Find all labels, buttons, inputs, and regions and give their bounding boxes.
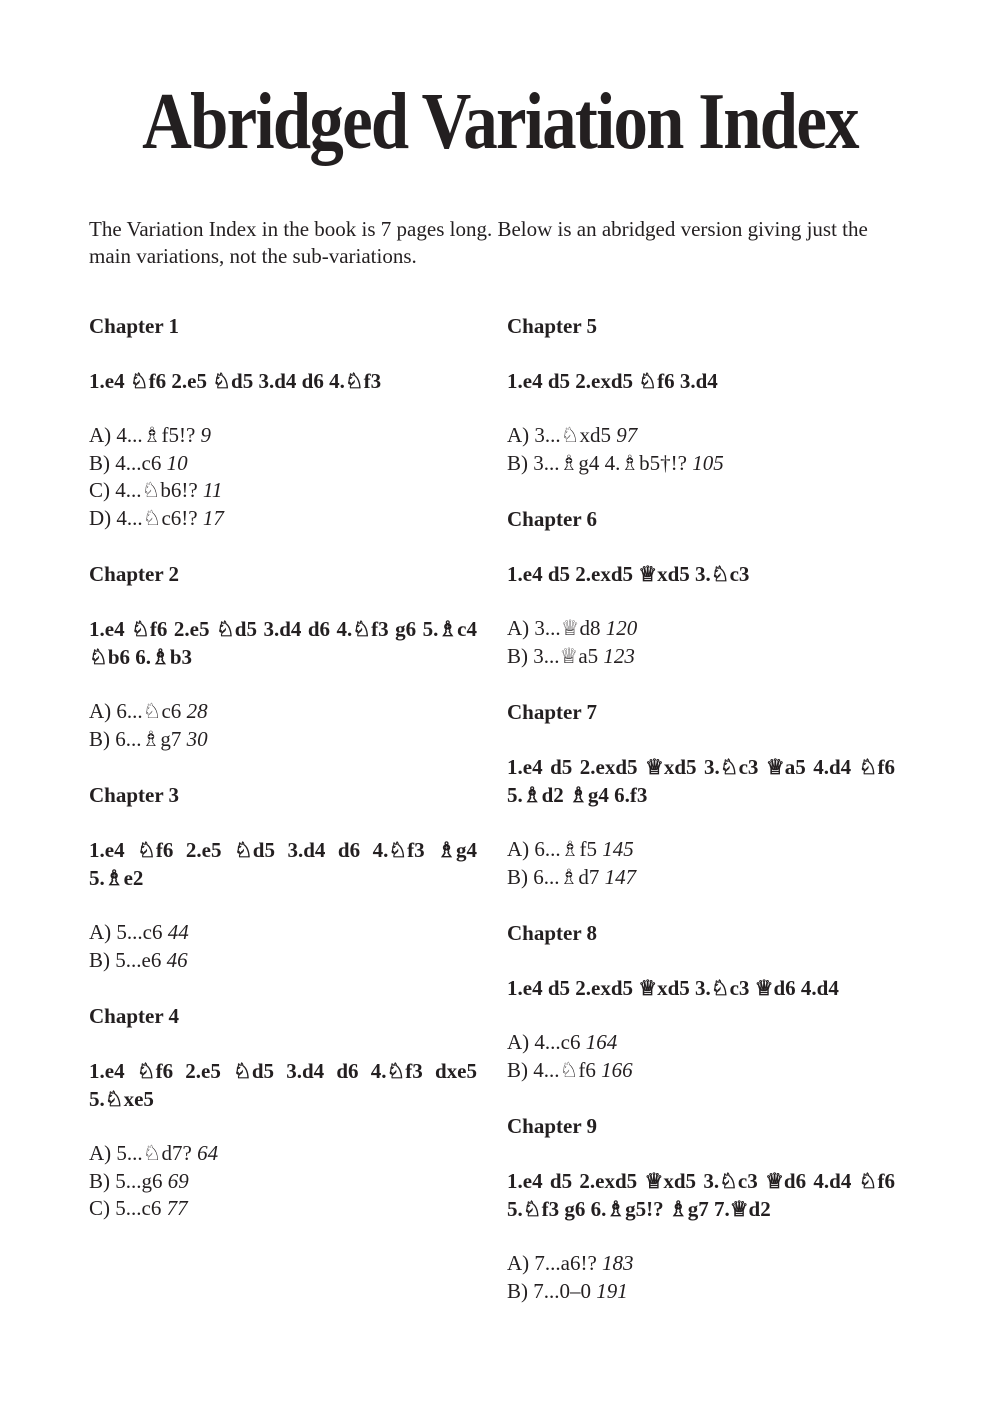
- variation-item: [89, 477, 477, 505]
- variation-move: A) 5...♘d7?: [89, 1141, 192, 1165]
- intro-paragraph: The Variation Index in the book is 7 pages long. Below is an abridged version giving just the main variations, not the sub-variations.: [89, 217, 868, 268]
- right-column: [507, 312, 895, 1333]
- chapter-heading: Chapter 2: [89, 562, 180, 586]
- variation-move: A) 5...c6: [89, 920, 163, 944]
- variation-item: [507, 1029, 895, 1057]
- variation-item: [507, 836, 895, 864]
- variation-item: [89, 422, 477, 450]
- variation-page: 28: [186, 699, 208, 723]
- variation-move: C) 4...♘b6!?: [89, 478, 198, 502]
- variation-page: 166: [601, 1057, 633, 1082]
- chapter-4: [89, 1002, 477, 1223]
- variation-page: 147: [604, 864, 637, 889]
- variation-move: A) 3...♘xd5: [507, 423, 611, 447]
- page-title: Abridged Variation Index: [142, 78, 858, 166]
- variation-page: 183: [602, 1251, 634, 1275]
- variation-list: [89, 698, 477, 753]
- variation-item: [507, 643, 895, 671]
- variation-page: 77: [166, 1196, 188, 1220]
- variation-page: 97: [616, 423, 638, 447]
- variation-item: [89, 947, 477, 975]
- variation-page: 120: [605, 616, 638, 640]
- variation-page: 46: [166, 947, 188, 972]
- chapter-main-line: 1.e4 d5 2.exd5 ♕xd5 3.♘c3 ♕a5 4.d4 ♘f6 5.♗d2 ♗g4 6.f3: [507, 755, 895, 807]
- chapter-6: [507, 505, 895, 670]
- variation-move: A) 4...c6: [507, 1030, 581, 1054]
- variation-move: B) 7...0–0: [507, 1278, 591, 1303]
- variation-page: 10: [166, 450, 188, 475]
- chapter-9: [507, 1112, 895, 1305]
- chapter-heading: Chapter 4: [89, 1004, 180, 1028]
- chapter-heading: Chapter 5: [507, 314, 598, 338]
- left-column: [89, 312, 477, 1251]
- variation-page: 30: [186, 726, 208, 751]
- variation-list: [507, 836, 895, 891]
- variation-item: [89, 1168, 477, 1196]
- chapter-5: [507, 312, 895, 477]
- variation-move: A) 7...a6!?: [507, 1251, 597, 1275]
- chapter-main-line: 1.e4 d5 2.exd5 ♘f6 3.d4: [507, 369, 718, 393]
- chapter-main-line: 1.e4 ♘f6 2.e5 ♘d5 3.d4 d6 4.♘f3: [89, 369, 382, 393]
- variation-move: B) 4...♘f6: [507, 1057, 596, 1082]
- chapter-heading: Chapter 7: [507, 700, 598, 724]
- chapter-1: [89, 312, 477, 532]
- variation-page: 191: [596, 1278, 628, 1303]
- variation-page: 164: [585, 1030, 618, 1054]
- chapter-main-line: 1.e4 d5 2.exd5 ♕xd5 3.♘c3: [507, 562, 750, 586]
- variation-page: 9: [200, 423, 212, 447]
- variation-list: [507, 1029, 895, 1084]
- chapter-heading: Chapter 1: [89, 314, 180, 338]
- variation-item: [89, 450, 477, 478]
- variation-move: B) 5...e6: [89, 947, 162, 972]
- variation-move: A) 6...♘c6: [89, 699, 182, 723]
- variation-item: [507, 1057, 895, 1085]
- variation-move: A) 4...♗f5!?: [89, 423, 196, 447]
- variation-list: [507, 615, 895, 670]
- variation-move: B) 4...c6: [89, 450, 162, 475]
- variation-page: 69: [167, 1168, 189, 1193]
- variation-page: 11: [202, 478, 223, 502]
- variation-move: B) 5...g6: [89, 1168, 163, 1193]
- variation-item: [507, 864, 895, 892]
- chapter-heading: Chapter 6: [507, 507, 598, 531]
- variation-list: [507, 1250, 895, 1305]
- variation-move: B) 6...♗d7: [507, 864, 600, 889]
- chapter-main-line: 1.e4 d5 2.exd5 ♕xd5 3.♘c3 ♕d6 4.d4 ♘f6 5.♘f3 g6 6.♗g5!? ♗g7 7.♕d2: [507, 1169, 895, 1221]
- variation-move: D) 4...♘c6!?: [89, 505, 198, 530]
- variation-item: [507, 422, 895, 450]
- chapter-main-line: 1.e4 ♘f6 2.e5 ♘d5 3.d4 d6 4.♘f3 g6 5.♗c4 ♘b6 6.♗b3: [89, 617, 477, 669]
- variation-move: A) 6...♗f5: [507, 837, 597, 861]
- variation-move: B) 6...♗g7: [89, 726, 182, 751]
- chapter-heading: Chapter 9: [507, 1114, 598, 1138]
- variation-page: 105: [692, 450, 724, 475]
- variation-page: 17: [202, 505, 224, 530]
- chapter-2: [89, 560, 477, 753]
- variation-item: [507, 450, 895, 478]
- variation-move: A) 3...♕d8: [507, 616, 601, 640]
- variation-item: [507, 615, 895, 643]
- variation-list: [89, 422, 477, 532]
- variation-list: [89, 919, 477, 974]
- chapter-main-line: 1.e4 ♘f6 2.e5 ♘d5 3.d4 d6 4.♘f3 ♗g4 5.♗e2: [89, 838, 477, 890]
- chapter-8: [507, 919, 895, 1084]
- variation-page: 64: [197, 1141, 219, 1165]
- chapter-main-line: 1.e4 ♘f6 2.e5 ♘d5 3.d4 d6 4.♘f3 dxe5 5.♘xe5: [89, 1059, 477, 1111]
- chapter-heading: Chapter 3: [89, 783, 180, 807]
- chapter-main-line: 1.e4 d5 2.exd5 ♕xd5 3.♘c3 ♕d6 4.d4: [507, 976, 839, 1000]
- variation-item: [89, 726, 477, 754]
- variation-item: [89, 1195, 477, 1223]
- chapter-7: [507, 698, 895, 891]
- variation-move: B) 3...♗g4 4.♗b5†!?: [507, 450, 687, 475]
- variation-page: 145: [602, 837, 634, 861]
- variation-item: [507, 1278, 895, 1306]
- variation-list: [89, 1140, 477, 1223]
- variation-page: 44: [167, 920, 189, 944]
- chapter-3: [89, 781, 477, 974]
- variation-move: C) 5...c6: [89, 1196, 162, 1220]
- variation-list: [507, 422, 895, 477]
- variation-move: B) 3...♕a5: [507, 643, 599, 668]
- variation-item: [89, 505, 477, 533]
- chapter-heading: Chapter 8: [507, 921, 598, 945]
- variation-item: [89, 1140, 477, 1168]
- variation-item: [89, 919, 477, 947]
- variation-item: [89, 698, 477, 726]
- variation-item: [507, 1250, 895, 1278]
- variation-page: 123: [603, 643, 635, 668]
